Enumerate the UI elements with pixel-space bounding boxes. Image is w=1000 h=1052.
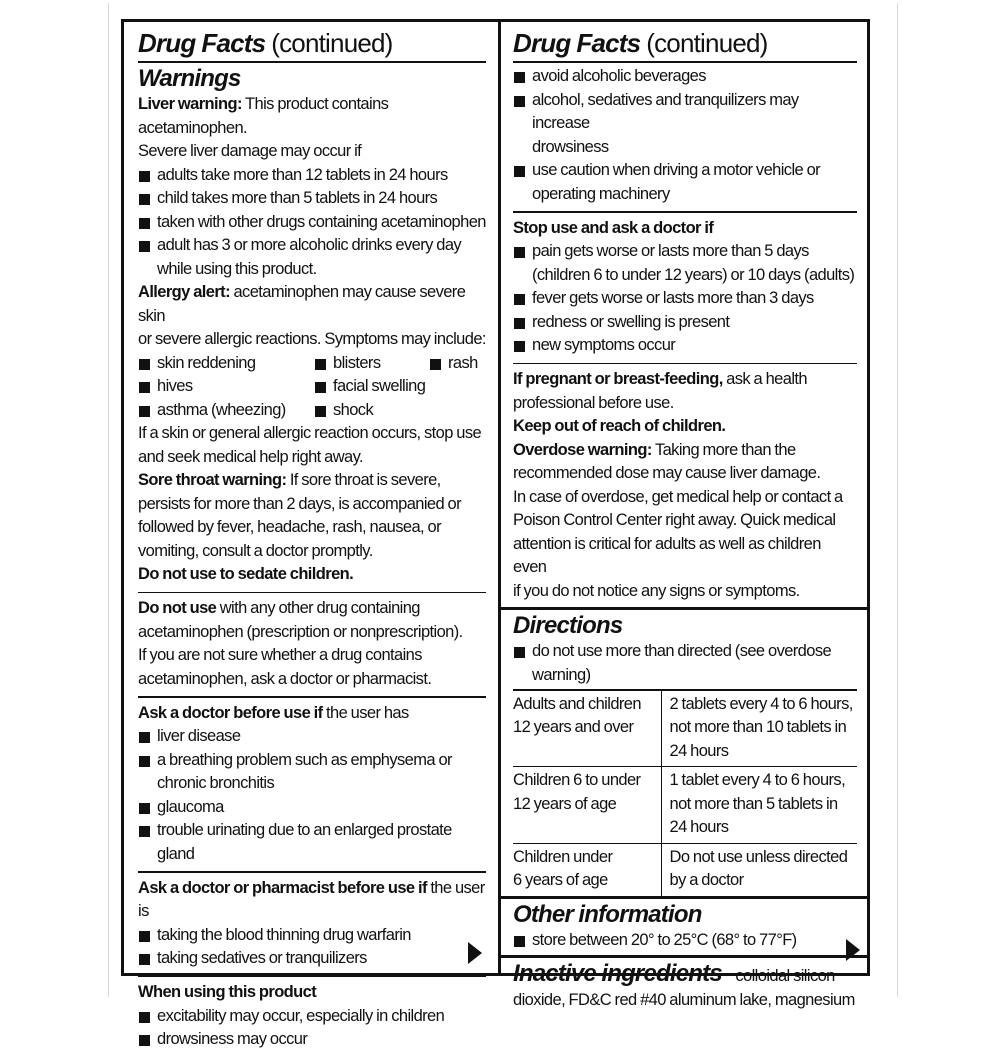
stop-use-section: Stop use and ask a doctor if pain gets worse or lasts more than 5 days (children 6 to under 12 years) or 10 days (adults) fever gets worse or lasts more than 3 days redness or swelling is present new symptoms occur	[513, 217, 857, 358]
other-information-section	[513, 901, 857, 953]
pregnancy-overdose-section: If pregnant or breast-feeding, ask a health professional before use. Keep out of reach of children. Overdose warning: Taking more than the recommended dose may cause liver damage. In case of overdose, get medical help or contact a Poison Control Center right away. Quick medical attention is critical for adults as well as children even if you do not notice any signs or symptoms.	[513, 368, 857, 603]
keep-out-of-reach: Keep out of reach of children.	[513, 417, 726, 435]
title-rule	[138, 61, 486, 63]
list-item: fever gets worse or lasts more than 3 days	[513, 287, 857, 311]
inactive-ingredients-section: Inactive ingredients colloidal silicon dioxide, FD&C red #40 aluminum lake, magnesium	[513, 960, 855, 1009]
list-item: alcohol, sedatives and tranquilizers may increase	[513, 89, 857, 136]
ask-pharmacist-section: Ask a doctor or pharmacist before use if the user is taking the blood thinning drug warfarin taking sedatives or tranquilizers	[138, 877, 486, 971]
list-item: new symptoms occur	[513, 334, 857, 358]
directions-rule	[501, 607, 867, 610]
drug-facts-panel	[121, 19, 870, 1048]
list-item: taken with other drugs containing acetaminophen	[138, 211, 486, 235]
symptom-item: asthma (wheezing)	[138, 399, 314, 423]
section-rule	[138, 592, 486, 594]
list-item: adults take more than 12 tablets in 24 hours	[138, 164, 486, 188]
do-not-use-section: Do not use with any other drug containing acetaminophen (prescription or nonprescription). If you are not sure whether a drug contains acetaminophen, ask a doctor or pharmacist.	[138, 599, 463, 688]
left-column	[124, 22, 498, 1048]
drug-facts-title-right: Drug Facts (continued)	[513, 28, 768, 58]
symptom-item: facial swelling	[314, 375, 425, 399]
list-item: redness or swelling is present	[513, 311, 857, 335]
when-using-section: When using this product excitability may occur, especially in children drowsiness may occur	[138, 981, 486, 1052]
list-item: excitability may occur, especially in children	[138, 1005, 486, 1029]
symptom-row	[138, 399, 486, 423]
list-item: liver disease	[138, 725, 486, 749]
list-item: taking sedatives or tranquilizers	[138, 947, 486, 971]
list-item: taking the blood thinning drug warfarin	[138, 924, 486, 948]
list-item: use caution when driving a motor vehicle or	[513, 159, 857, 183]
directions-note: do not use more than directed (see overdose warning)	[513, 640, 857, 687]
inactive-heading: Inactive ingredients	[513, 960, 722, 987]
list-item: a breathing problem such as emphysema or	[138, 749, 486, 773]
liver-warning: Liver warning: This product contains acetaminophen. Severe liver damage may occur if adults take more than 12 tablets in 24 hours child takes more than 5 tablets in 24 hours taken with other drugs containing acetaminophen adult has 3 or more alcoholic drinks every day while using this product.	[138, 93, 486, 281]
list-item: child takes more than 5 tablets in 24 hours	[138, 187, 486, 211]
list-item-continuation: while using this product.	[157, 259, 317, 278]
list-item: pain gets worse or lasts more than 5 days	[513, 240, 857, 264]
other-info-heading: Other information	[513, 900, 702, 928]
list-item: drowsiness may occur	[138, 1028, 486, 1052]
warnings-continued	[513, 65, 857, 206]
warnings-heading: Warnings	[138, 65, 241, 92]
sore-throat-warning: Sore throat warning: If sore throat is severe, persists for more than 2 days, is accompanied or followed by fever, headache, rash, nausea, or vomiting, consult a doctor promptly. Do not use to sedate children.	[138, 469, 486, 587]
continue-arrow-icon	[468, 942, 482, 964]
other-info-rule	[501, 896, 867, 899]
list-item-continuation: drowsiness	[532, 137, 609, 156]
list-item: trouble urinating due to an enlarged prostate gland	[138, 819, 486, 866]
symptom-item: hives	[138, 375, 314, 399]
table-row: Children under 6 years of age Do not use unless directed by a doctor	[513, 843, 857, 896]
section-rule	[513, 363, 857, 365]
section-rule	[138, 696, 486, 698]
symptom-row	[138, 352, 486, 376]
list-item-continuation: (children 6 to under 12 years) or 10 days (adults)	[532, 265, 855, 284]
right-column	[501, 22, 867, 1009]
inactive-rule	[501, 955, 867, 958]
symptom-item: skin reddening	[138, 352, 314, 376]
title-rule	[513, 61, 857, 63]
directions-heading: Directions	[513, 612, 623, 639]
list-item: glaucoma	[138, 796, 486, 820]
table-row: Children 6 to under 12 years of age 1 tablet every 4 to 6 hours, not more than 5 tablets in 24 hours	[513, 767, 857, 844]
continue-arrow-icon	[846, 939, 860, 961]
directions-section	[513, 612, 857, 896]
allergy-alert: Allergy alert: acetaminophen may cause severe skin or severe allergic reactions. Symptoms may include: skin reddening blisters rash hives facial swelling asthma (wheezing) shock If a skin or general allergic reaction occurs, stop use and seek medical help right away.	[138, 283, 486, 466]
symptom-row	[138, 375, 486, 399]
section-rule	[138, 976, 486, 978]
symptom-item: shock	[314, 399, 373, 423]
list-item-continuation: operating machinery	[532, 184, 670, 203]
section-rule	[138, 871, 486, 873]
symptom-item: rash	[429, 352, 478, 376]
list-item: store between 20° to 25°C (68° to 77°F)	[513, 929, 857, 953]
table-row: Adults and children 12 years and over 2 tablets every 4 to 6 hours, not more than 10 tablets in 24 hours	[513, 691, 857, 767]
directions-table	[513, 691, 857, 896]
drug-facts-title-left: Drug Facts (continued)	[138, 28, 393, 58]
list-item-continuation: chronic bronchitis	[157, 774, 275, 792]
list-item: adult has 3 or more alcoholic drinks every day	[138, 234, 486, 258]
ask-doctor-section: Ask a doctor before use if the user has liver disease a breathing problem such as emphysema or chronic bronchitis glaucoma trouble urinating due to an enlarged prostate gland	[138, 702, 486, 867]
section-rule	[513, 211, 857, 213]
symptom-item: blisters	[314, 352, 429, 376]
list-item: avoid alcoholic beverages	[513, 65, 857, 89]
sedate-warning: Do not use to sedate children.	[138, 565, 354, 583]
